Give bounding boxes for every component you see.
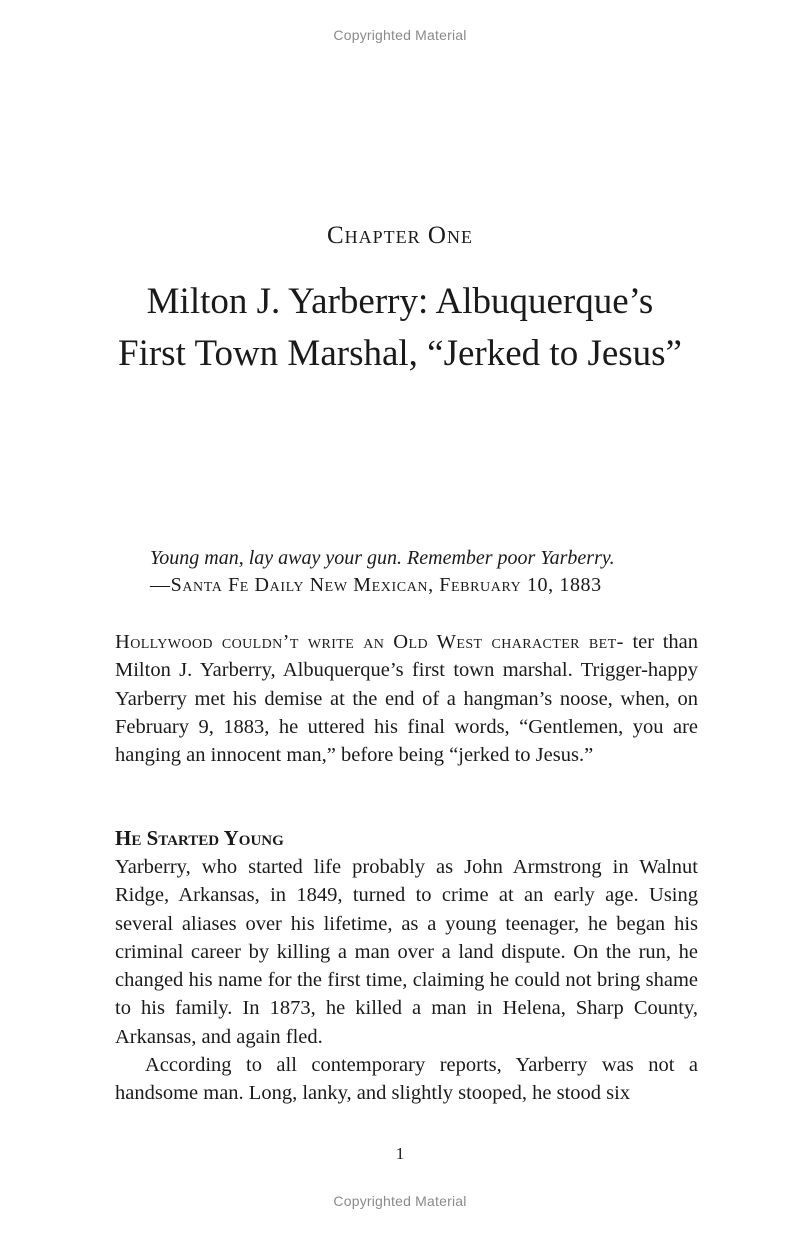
section-body [115,853,698,1108]
chapter-label: Chapter One [327,222,473,249]
section-paragraph-1: Yarberry, who started life probably as John Armstrong in Walnut Ridge, Arkansas, in 1849, turned to crime at an early age. Using several aliases over his lifetime, as a young teenager, he began his criminal career by killing a man over a land dispute. On the run, he changed his name for the first time, claiming he could not bring shame to his family. In 1873, he killed a man in Helena, Sharp County, Arkansas, and again fled. [115,856,698,1048]
section-heading: He Started Young [115,826,284,850]
chapter-title-line-2: First Town Marshal, “Jerked to Jesus” [118,333,682,374]
epigraph-quote: Young man, lay away your gun. Remember poor Yarberry. [150,547,615,569]
intro-text: ter than Milton J. Yarberry, Albuquerque’s first town marshal. Trigger-happy Yarberry met his demise at the end of a hangman’s noose, when, on February 9, 1883, he uttered his final words, “Gentlemen, you are hanging an innocent man,” before being “jerked to Jesus.” [115,631,698,767]
intro-paragraph [115,628,698,769]
copyright-watermark-top: Copyrighted Material [333,27,467,43]
chapter-title [0,276,800,380]
page-number: 1 [395,1144,405,1163]
intro-lead-in: Hollywood couldn’t write an Old West character bet- [115,631,624,653]
epigraph [150,545,710,599]
chapter-title-line-1: Milton J. Yarberry: Albuquerque’s [146,281,654,322]
epigraph-source: —Santa Fe Daily New Mexican, February 10, 1883 [150,574,602,596]
copyright-watermark-bottom: Copyrighted Material [333,1193,467,1209]
section-paragraph-2: According to all contemporary reports, Yarberry was not a handsome man. Long, lanky, and slightly stooped, he stood six [115,1054,698,1105]
